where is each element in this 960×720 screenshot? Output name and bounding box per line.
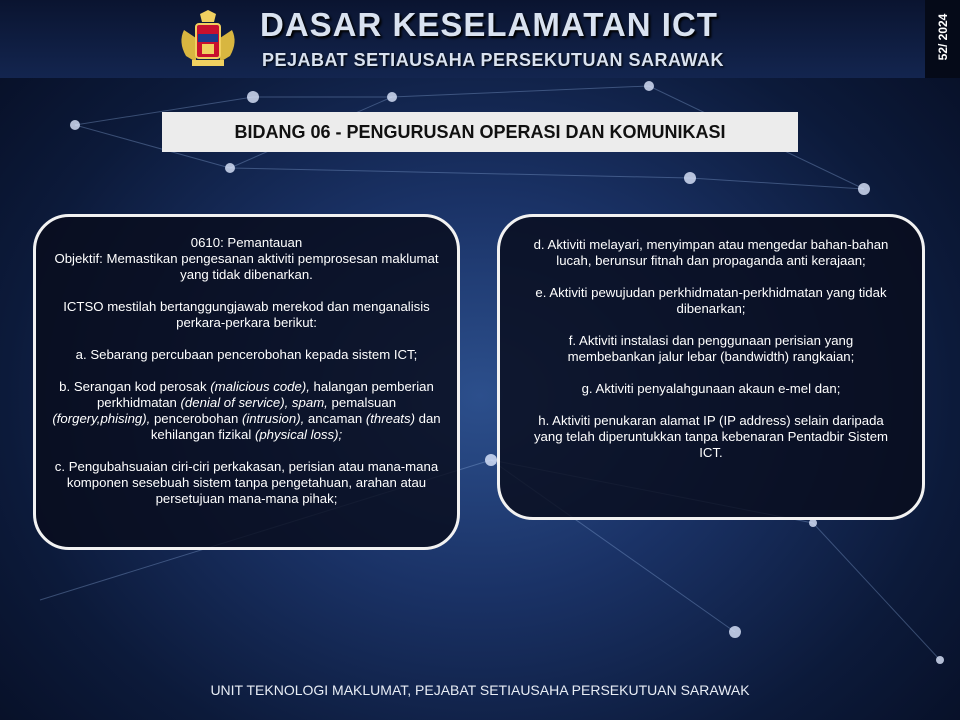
objective-text: Objektif: Memastikan pengesanan aktiviti pemprosesan maklumat yang tidak dibenarkan. — [54, 251, 439, 282]
clause-heading: 0610: Pemantauan — [190, 235, 303, 250]
list-item-h: h. Aktiviti penukaran alamat IP (IP address) selain daripada yang telah diperuntukkan tanpa kebenaran Pentadbir Sistem ICT. — [533, 413, 889, 460]
intro-text: ICTSO mestilah bertanggungjawab merekod dan menganalisis perkara-perkara berikut: — [63, 299, 430, 330]
right-content-panel — [497, 214, 925, 520]
footer-text: UNIT TEKNOLOGI MAKLUMAT, PEJABAT SETIAUSAHA PERSEKUTUAN SARAWAK — [210, 682, 750, 698]
page-number-tab — [925, 0, 960, 78]
page-subtitle: PEJABAT SETIAUSAHA PERSEKUTUAN SARAWAK — [262, 50, 725, 70]
page-number: 52/ 2024 — [936, 13, 950, 61]
list-item-f: f. Aktiviti instalasi dan penggunaan perisian yang membebankan jalur lebar (bandwidth) rangkaian; — [567, 333, 855, 364]
page-title: DASAR KESELAMATAN ICT — [260, 6, 718, 43]
section-title-banner: BIDANG 06 - PENGURUSAN OPERASI DAN KOMUNIKASI — [162, 112, 798, 152]
header-bar — [0, 0, 960, 78]
list-item-b: b. Serangan kod perosak (malicious code), halangan pemberian perkhidmatan (denial of service), spam, pemalsuan (forgery,phising), pencerobohan (intrusion), ancaman (threats) dan kehilangan fizikal (physical loss); — [52, 379, 441, 442]
coat-of-arms-icon — [172, 8, 244, 70]
list-item-d: d. Aktiviti melayari, menyimpan atau mengedar bahan-bahan lucah, berunsur fitnah dan propaganda anti kerajaan; — [533, 237, 889, 268]
list-item-g: g. Aktiviti penyalahgunaan akaun e-mel dan; — [581, 381, 841, 396]
left-content-panel — [33, 214, 460, 550]
list-item-e: e. Aktiviti pewujudan perkhidmatan-perkhidmatan yang tidak dibenarkan; — [535, 285, 887, 316]
list-item-c: c. Pengubahsuaian ciri-ciri perkakasan, perisian atau mana-mana komponen sesebuah sistem tanpa pengetahuan, arahan atau persetujuan mana-mana pihak; — [54, 459, 439, 506]
list-item-a: a. Sebarang percubaan pencerobohan kepada sistem ICT; — [75, 347, 418, 362]
